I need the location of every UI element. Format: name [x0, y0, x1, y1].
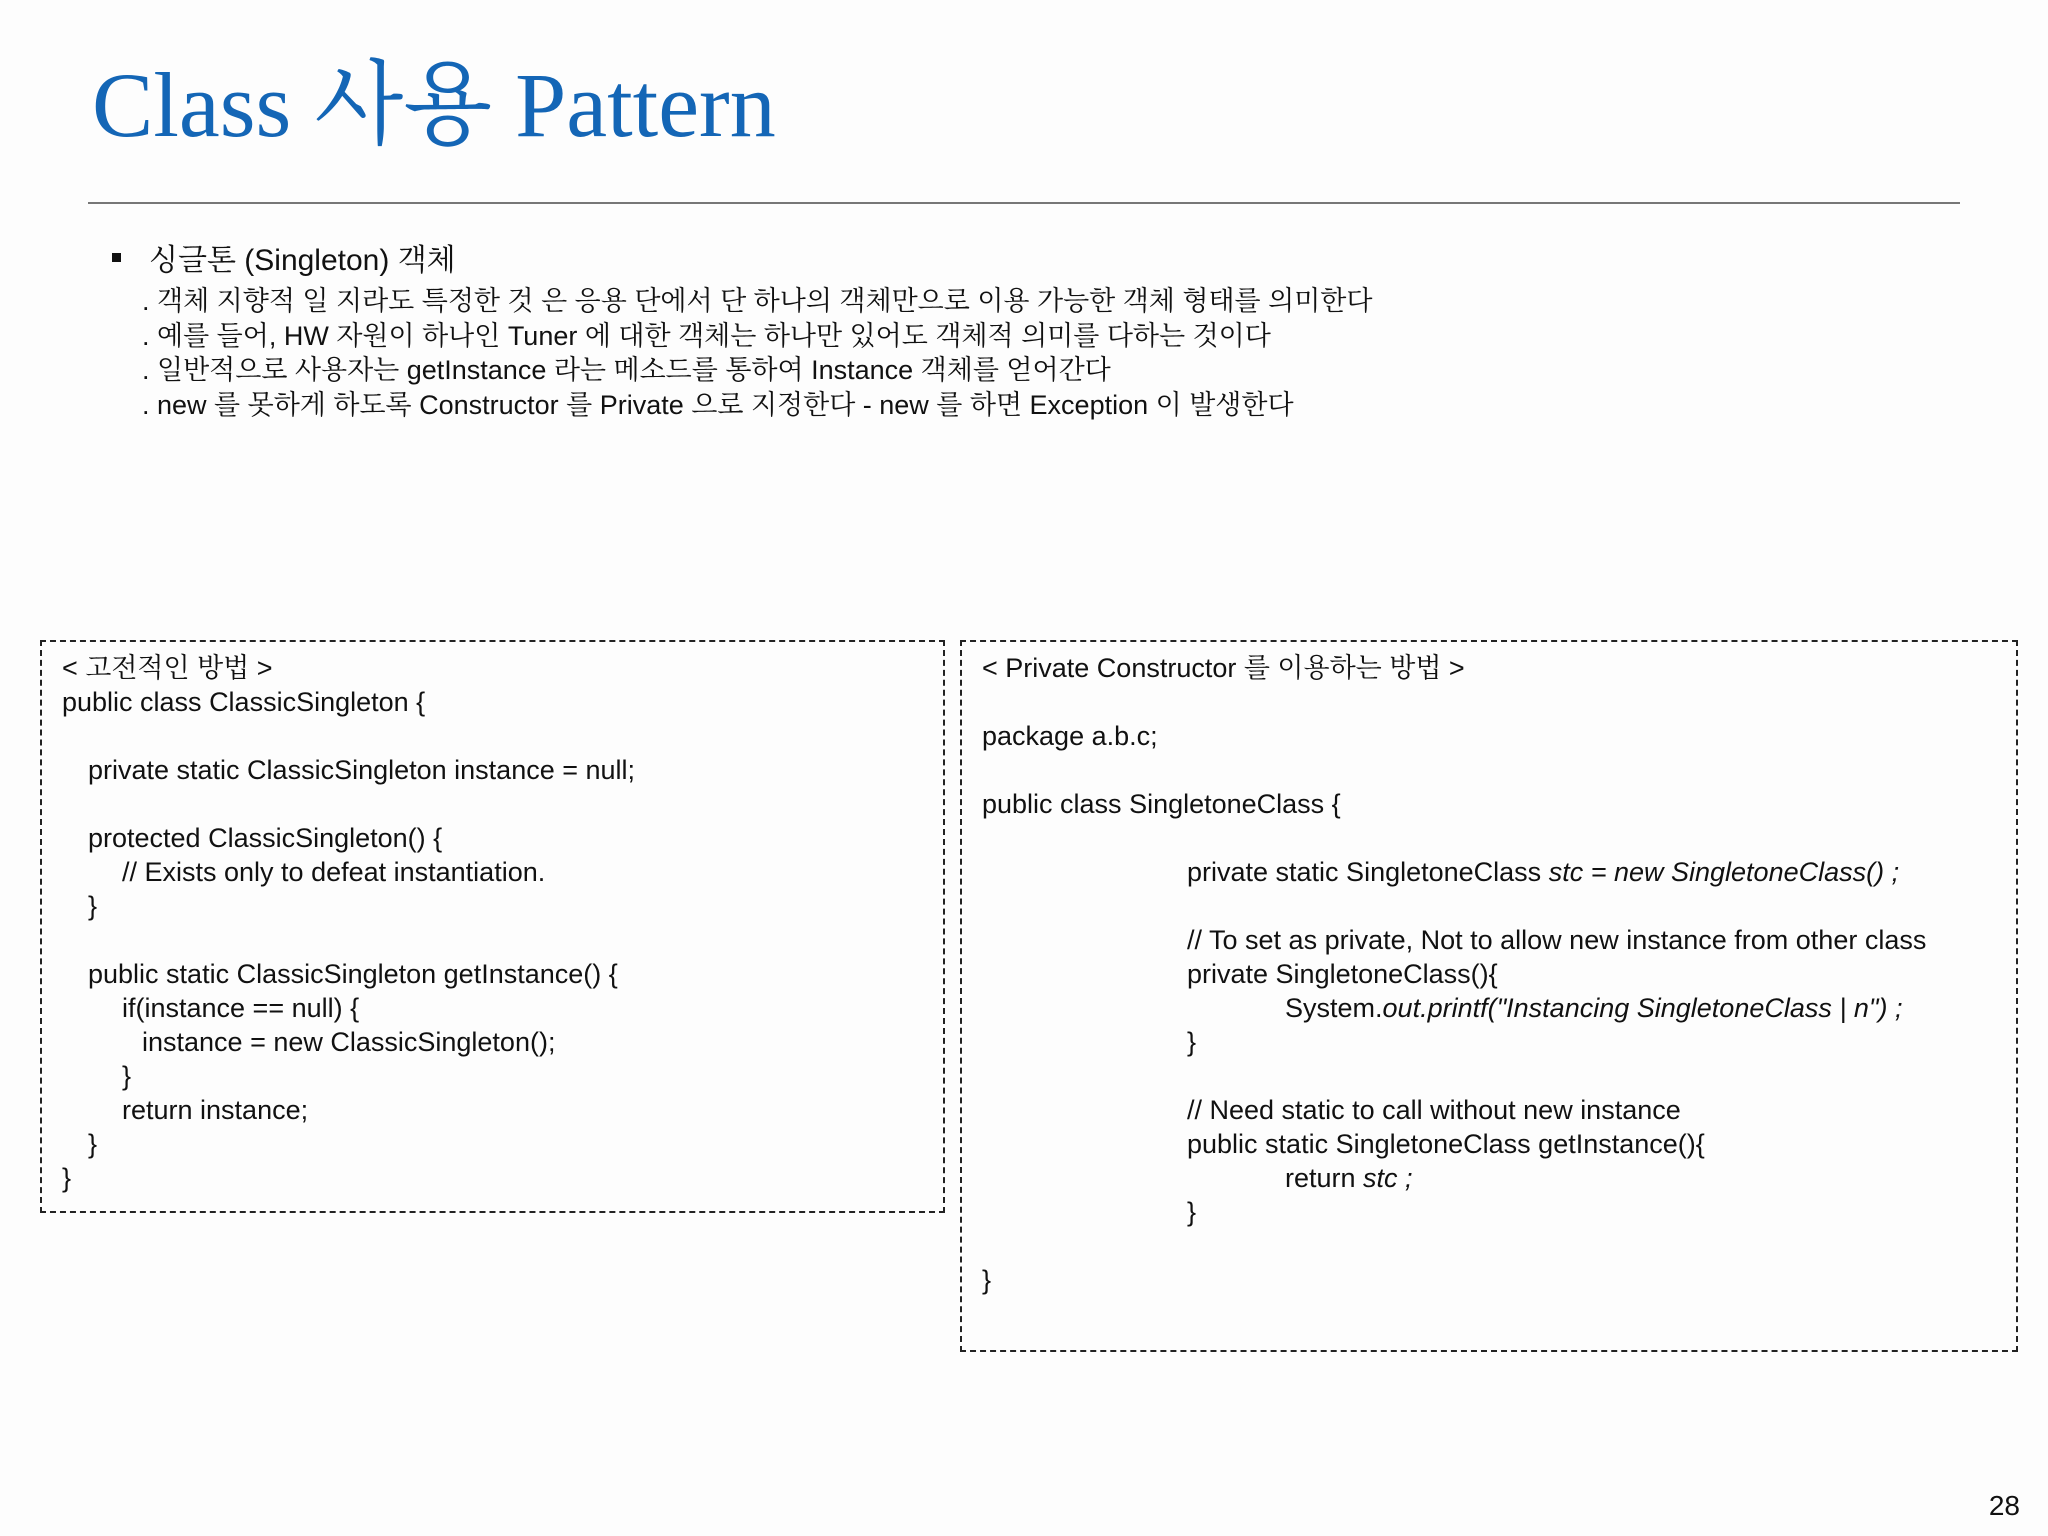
classic-method-code: [62, 651, 635, 1195]
code-line: }: [122, 1061, 132, 1091]
private-constructor-code: [982, 651, 1926, 1297]
bullet-square-icon: [112, 253, 121, 262]
page-number: 28: [1988, 1490, 2020, 1521]
code-line: // Exists only to defeat instantiation.: [122, 857, 546, 887]
code-line: protected ClassicSingleton() {: [88, 823, 443, 853]
code-line: package a.b.c;: [982, 721, 1158, 751]
code-line: }: [982, 1265, 992, 1295]
description-line: . new 를 못하게 하도록 Constructor 를 Private 으로 지정한다 - new 를 하면 Exception 이 발생한다: [142, 389, 1294, 420]
println-prefix: System.: [1285, 993, 1383, 1023]
code-line: [982, 991, 1926, 1025]
code-line: [62, 787, 635, 821]
return-italic: stc ;: [1363, 1163, 1413, 1193]
code-line: [982, 1161, 1926, 1195]
code-line: }: [1187, 1197, 1197, 1227]
description-line: . 일반적으로 사용자는 getInstance 라는 메소드를 통하여 Instance 객체를 얻어간다: [142, 355, 1111, 385]
code-line: private static ClassicSingleton instance = null;: [88, 755, 636, 785]
page-title: Class 사용 Pattern: [92, 54, 776, 156]
code-line: < 고전적인 방법 >: [62, 653, 273, 683]
code-line: }: [88, 1129, 98, 1159]
blank-line: [982, 1059, 1926, 1093]
code-line: return instance;: [122, 1095, 309, 1125]
code-line: [62, 719, 635, 753]
println-italic: out.printf("Instancing SingletoneClass | n") ;: [1382, 993, 1903, 1023]
description-line: . 예를 들어, HW 자원이 하나인 Tuner 에 대한 객체는 하나만 있어도 객체적 의미를 다하는 것이다: [142, 320, 1271, 351]
code-line: // Need static to call without new instance: [1187, 1095, 1681, 1125]
code-line: [62, 923, 635, 957]
field-italic: stc = new SingletoneClass() ;: [1548, 857, 1900, 887]
code-line: [982, 855, 1926, 889]
blank-line: [982, 889, 1926, 923]
title-divider: [88, 202, 1960, 204]
field-prefix: private static SingletoneClass: [1187, 857, 1549, 887]
section-heading: [112, 235, 456, 279]
section-heading-text: 싱글톤 (Singleton) 객체: [149, 244, 456, 277]
return-prefix: return: [1285, 1163, 1364, 1193]
blank-line: [982, 753, 1926, 787]
code-line: private SingletoneClass(){: [1187, 959, 1498, 989]
code-line: public class ClassicSingleton {: [62, 687, 426, 717]
blank-line: [982, 685, 1926, 719]
code-line: public static SingletoneClass getInstance(){: [1187, 1129, 1705, 1159]
code-line: }: [62, 1163, 72, 1193]
code-line: public class SingletoneClass {: [982, 789, 1341, 819]
code-line: }: [88, 891, 98, 921]
box-heading: < Private Constructor 를 이용하는 방법 >: [982, 653, 1465, 683]
code-line: public static ClassicSingleton getInstance() {: [88, 959, 618, 989]
blank-line: [982, 1229, 1926, 1263]
description-line: . 객체 지향적 일 지라도 특정한 것 은 응용 단에서 단 하나의 객체만으로 이용 가능한 객체 형태를 의미한다: [142, 286, 1373, 316]
code-line: // To set as private, Not to allow new instance from other class: [1187, 925, 1927, 955]
blank-line: [982, 821, 1926, 855]
code-line: instance = new ClassicSingleton();: [142, 1027, 556, 1057]
section-description: [142, 284, 1372, 422]
code-line: }: [1187, 1027, 1197, 1057]
code-line: if(instance == null) {: [122, 993, 360, 1023]
